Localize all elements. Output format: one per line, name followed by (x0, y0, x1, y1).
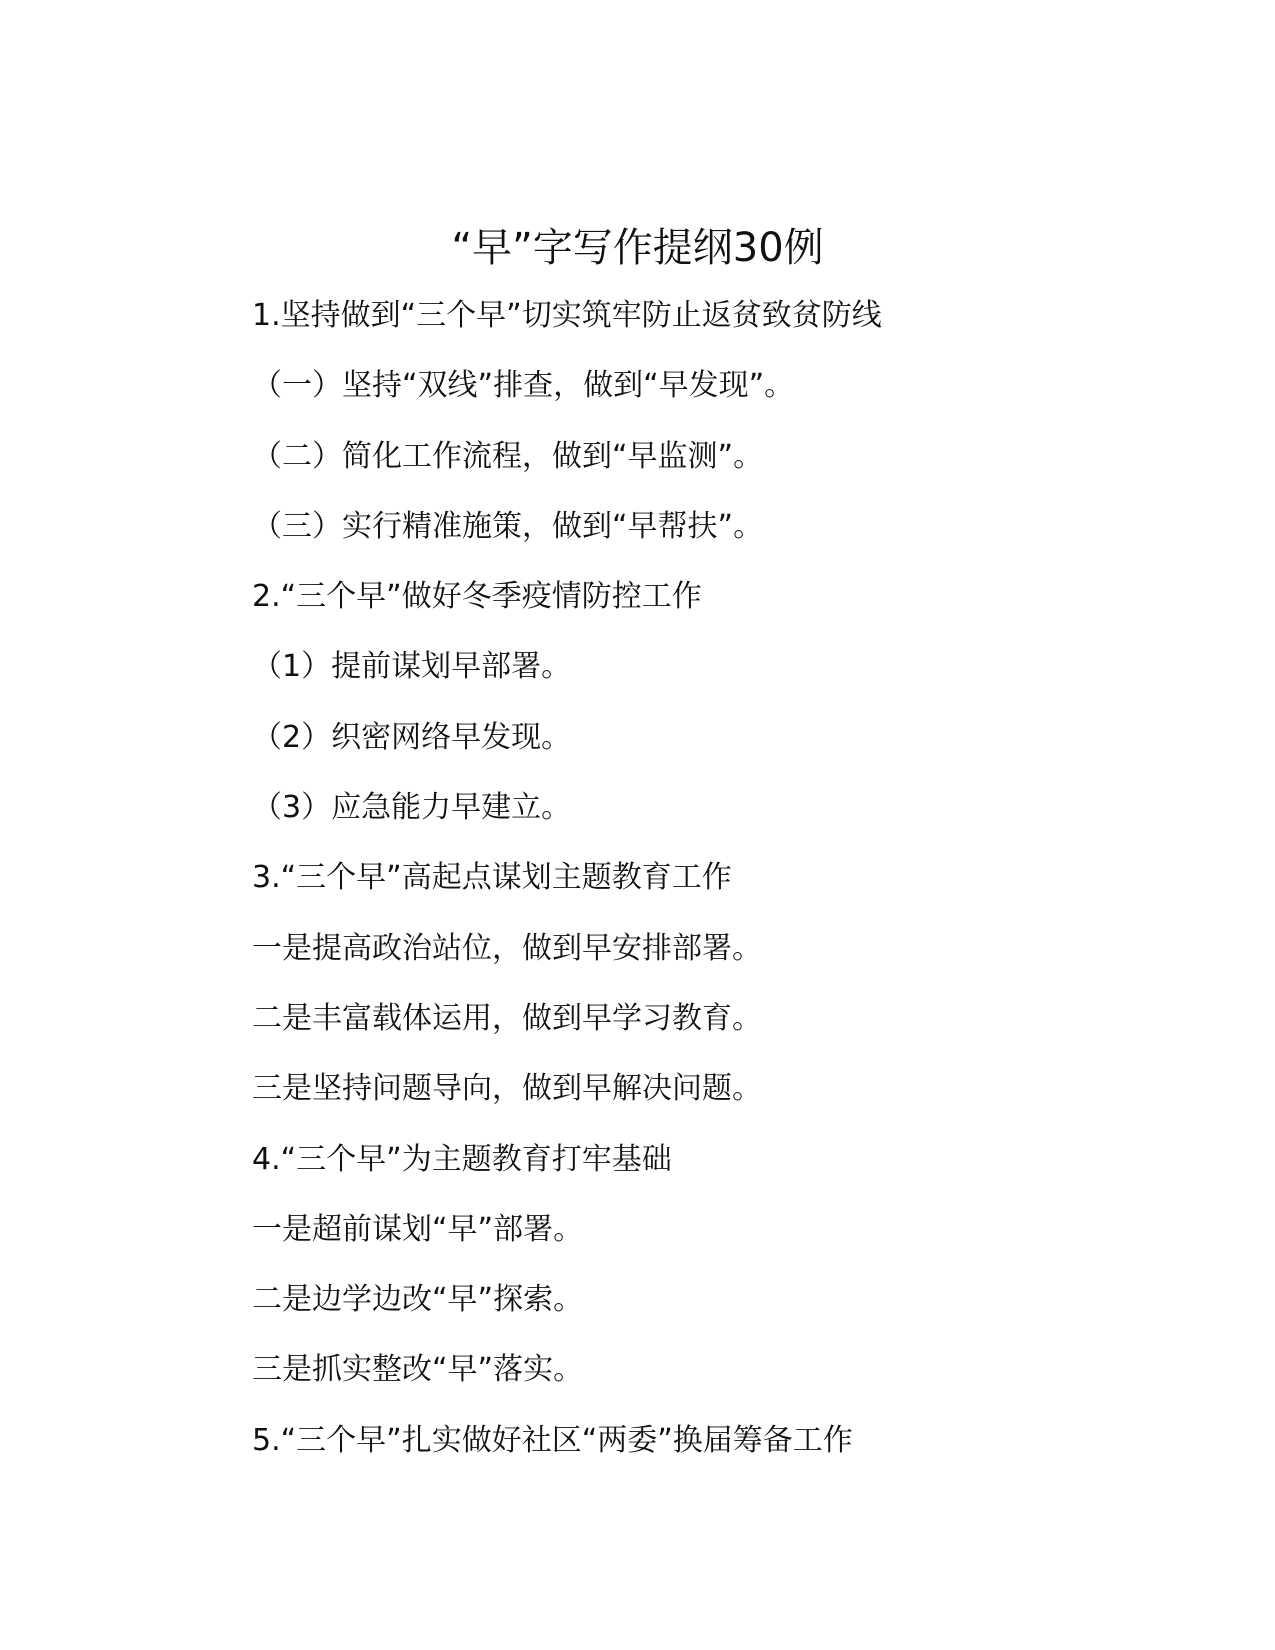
outline-line: 二是丰富载体运用，做到早学习教育。 (252, 1000, 762, 1036)
outline-line: 5.“三个早”扎实做好社区“两委”换届筹备工作 (252, 1422, 853, 1458)
outline-line: （3）应急能力早建立。 (252, 790, 572, 826)
outline-line: （2）织密网络早发现。 (252, 719, 572, 755)
document-title: “早”字写作提纲30例 (451, 225, 824, 271)
outline-line: （1）提前谋划早部署。 (252, 649, 572, 685)
outline-line: 1.坚持做到“三个早”切实筑牢防止返贫致贫防线 (252, 298, 882, 333)
outline-line: （二）简化工作流程，做到“早监测”。 (252, 438, 764, 474)
outline-line: 二是边学边改“早”探索。 (252, 1282, 584, 1318)
outline-line: 2.“三个早”做好冬季疫情防控工作 (252, 579, 702, 615)
outline-line: 4.“三个早”为主题教育打牢基础 (252, 1141, 672, 1177)
outline-line: 3.“三个早”高起点谋划主题教育工作 (252, 860, 732, 896)
outline-line: （三）实行精准施策，做到“早帮扶”。 (252, 508, 764, 544)
outline-list (252, 296, 1212, 1491)
outline-line: 一是超前谋划“早”部署。 (252, 1211, 584, 1247)
outline-line: 一是提高政治站位，做到早安排部署。 (252, 930, 762, 966)
outline-line: 三是抓实整改“早”落实。 (252, 1352, 584, 1388)
outline-line: 三是坚持问题导向，做到早解决问题。 (252, 1071, 762, 1107)
outline-line: （一）坚持“双线”排查，做到“早发现”。 (252, 368, 795, 404)
